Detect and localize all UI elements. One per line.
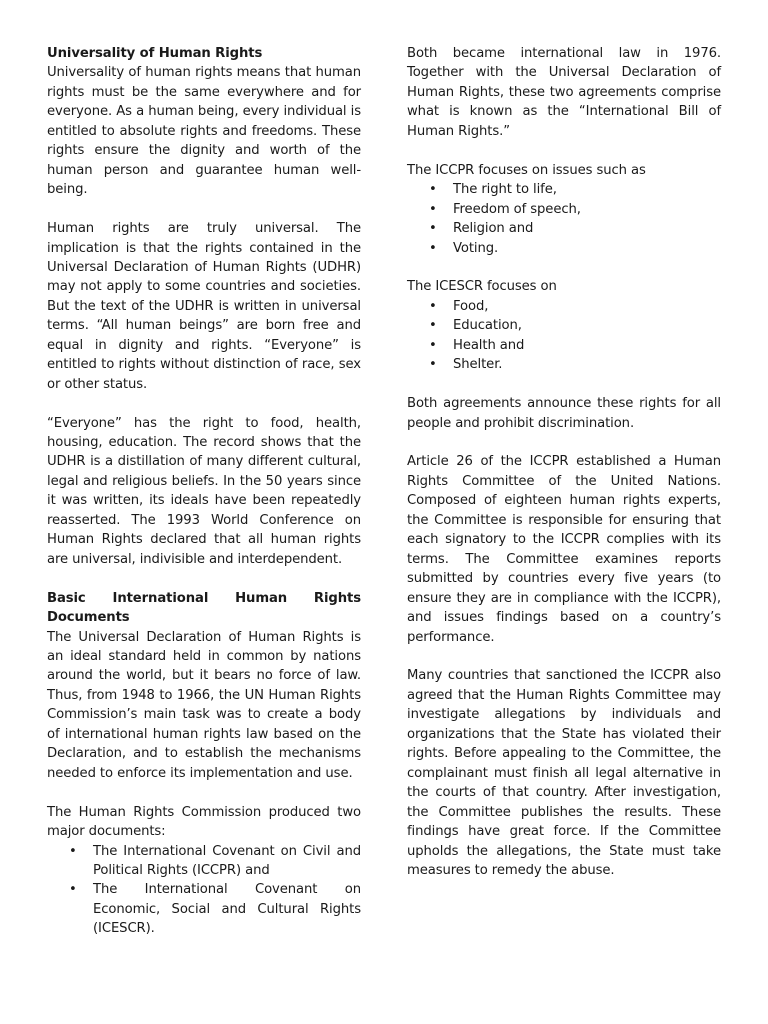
paragraph-gap xyxy=(407,141,721,160)
list-item-text: Food, xyxy=(453,298,489,314)
list-item xyxy=(407,336,721,355)
paragraph-gap xyxy=(47,200,361,219)
paragraph-gap xyxy=(407,647,721,666)
list-item-text: Freedom of speech, xyxy=(453,201,581,217)
list-item xyxy=(407,316,721,335)
bullet-icon: • xyxy=(429,221,437,237)
list-item-text: Religion and xyxy=(453,221,534,237)
list-item xyxy=(407,239,721,258)
paragraph-gap xyxy=(47,569,361,588)
paragraph-prohibit-discrimination: Both agreements announce these rights for all people and prohibit discrimination. xyxy=(407,396,721,431)
paragraph-gap xyxy=(47,783,361,802)
bullet-icon: • xyxy=(69,882,77,898)
list-item xyxy=(47,842,361,881)
bullet-icon: • xyxy=(429,201,437,217)
list-item-text: Health and xyxy=(453,337,525,353)
list-item xyxy=(407,219,721,238)
heading-universality: Universality of Human Rights xyxy=(47,46,263,61)
paragraph-icescr-intro: The ICESCR focuses on xyxy=(407,279,557,295)
paragraph-gap xyxy=(407,433,721,452)
paragraph-gap xyxy=(407,258,721,277)
list-item-text: Shelter. xyxy=(453,357,503,373)
bullet-icon: • xyxy=(429,357,437,373)
paragraph-article-26: Article 26 of the ICCPR established a Human Rights Committee of the United Nations. Composed of eighteen human rights experts, the Committee is responsible for ensuring that each signatory to the ICCPR complies with its terms. The Committee examines reports submitted by countries every five years (to ensure they are in compliance with the ICCPR), and issues findings based on a country’s performance. xyxy=(407,454,721,645)
paragraph-commission-documents: The Human Rights Commission produced two major documents: xyxy=(47,804,361,840)
paragraph-committee-investigation: Many countries that sanctioned the ICCPR also agreed that the Human Rights Committee may investigate allegations by individuals and organizations that the State has violated their rights. Before appealing to the Committee, the complainant must finish all legal alternative in the courts of that country. After investigation, the Committee publishes the results. These findings have great force. If the Committee upholds the allegations, the State must take measures to remedy the abuse. xyxy=(407,668,721,878)
list-item xyxy=(47,880,361,938)
paragraph-international-law: Both became international law in 1976. Together with the Universal Declaration of Human Rights, these two agreements comprise what is known as the “International Bill of Human Rights.” xyxy=(407,46,721,139)
list-item-text: The right to life, xyxy=(453,182,557,198)
bullet-icon: • xyxy=(429,318,437,334)
list-item xyxy=(407,297,721,316)
paragraph-gap xyxy=(47,394,361,413)
list-item-text: The International Covenant on Civil and Political Rights (ICCPR) and xyxy=(93,843,361,878)
paragraph-gap xyxy=(407,375,721,394)
list-item xyxy=(407,180,721,199)
bullet-icon: • xyxy=(69,843,77,859)
list-item-text: Voting. xyxy=(453,240,499,256)
icescr-issues-list xyxy=(407,297,721,375)
bullet-icon: • xyxy=(429,182,437,198)
left-column xyxy=(47,44,361,939)
list-item-text: The International Covenant on Economic, Social and Cultural Rights (ICESCR). xyxy=(93,882,361,937)
bullet-icon: • xyxy=(429,298,437,314)
right-column xyxy=(407,44,721,880)
paragraph-everyone-rights: “Everyone” has the right to food, health, housing, education. The record shows that the UDHR is a distillation of many different cultural, legal and religious beliefs. In the 50 years since it was written, its ideals have been repeatedly reasserted. The 1993 World Conference on Human Rights declared that all human rights are universal, indivisible and interdependent. xyxy=(47,415,361,567)
heading-basic-documents-line1: Basic International Human Rights xyxy=(47,590,361,606)
paragraph-universality-definition: Universality of human rights means that human rights must be the same everywhere and for everyone. As a human being, every individual is entitled to absolute rights and freedoms. These rights ensure the dignity and worth of the human person and guarantee human well-being. xyxy=(47,65,361,198)
bullet-icon: • xyxy=(429,240,437,256)
list-item xyxy=(407,200,721,219)
list-item xyxy=(407,355,721,374)
paragraph-truly-universal: Human rights are truly universal. The implication is that the rights contained in the Universal Declaration of Human Rights (UDHR) may not apply to some countries and societies. But the text of the UDHR is written in universal terms. “All human beings” are born free and equal in dignity and rights. “Everyone” is entitled to rights without distinction of race, sex or other status. xyxy=(47,221,361,392)
paragraph-iccpr-intro: The ICCPR focuses on issues such as xyxy=(407,162,646,178)
paragraph-udhr-standard: The Universal Declaration of Human Rights is an ideal standard held in common by nations around the world, but it bears no force of law. Thus, from 1948 to 1966, the UN Human Rights Commission’s main task was to create a body of international human rights law based on the Declaration, and to establish the mechanisms needed to enforce its implementation and use. xyxy=(47,629,361,781)
bullet-icon: • xyxy=(429,337,437,353)
list-item-text: Education, xyxy=(453,318,522,334)
covenants-list xyxy=(47,842,361,939)
heading-basic-documents-line2: Documents xyxy=(47,610,130,626)
iccpr-issues-list xyxy=(407,180,721,258)
